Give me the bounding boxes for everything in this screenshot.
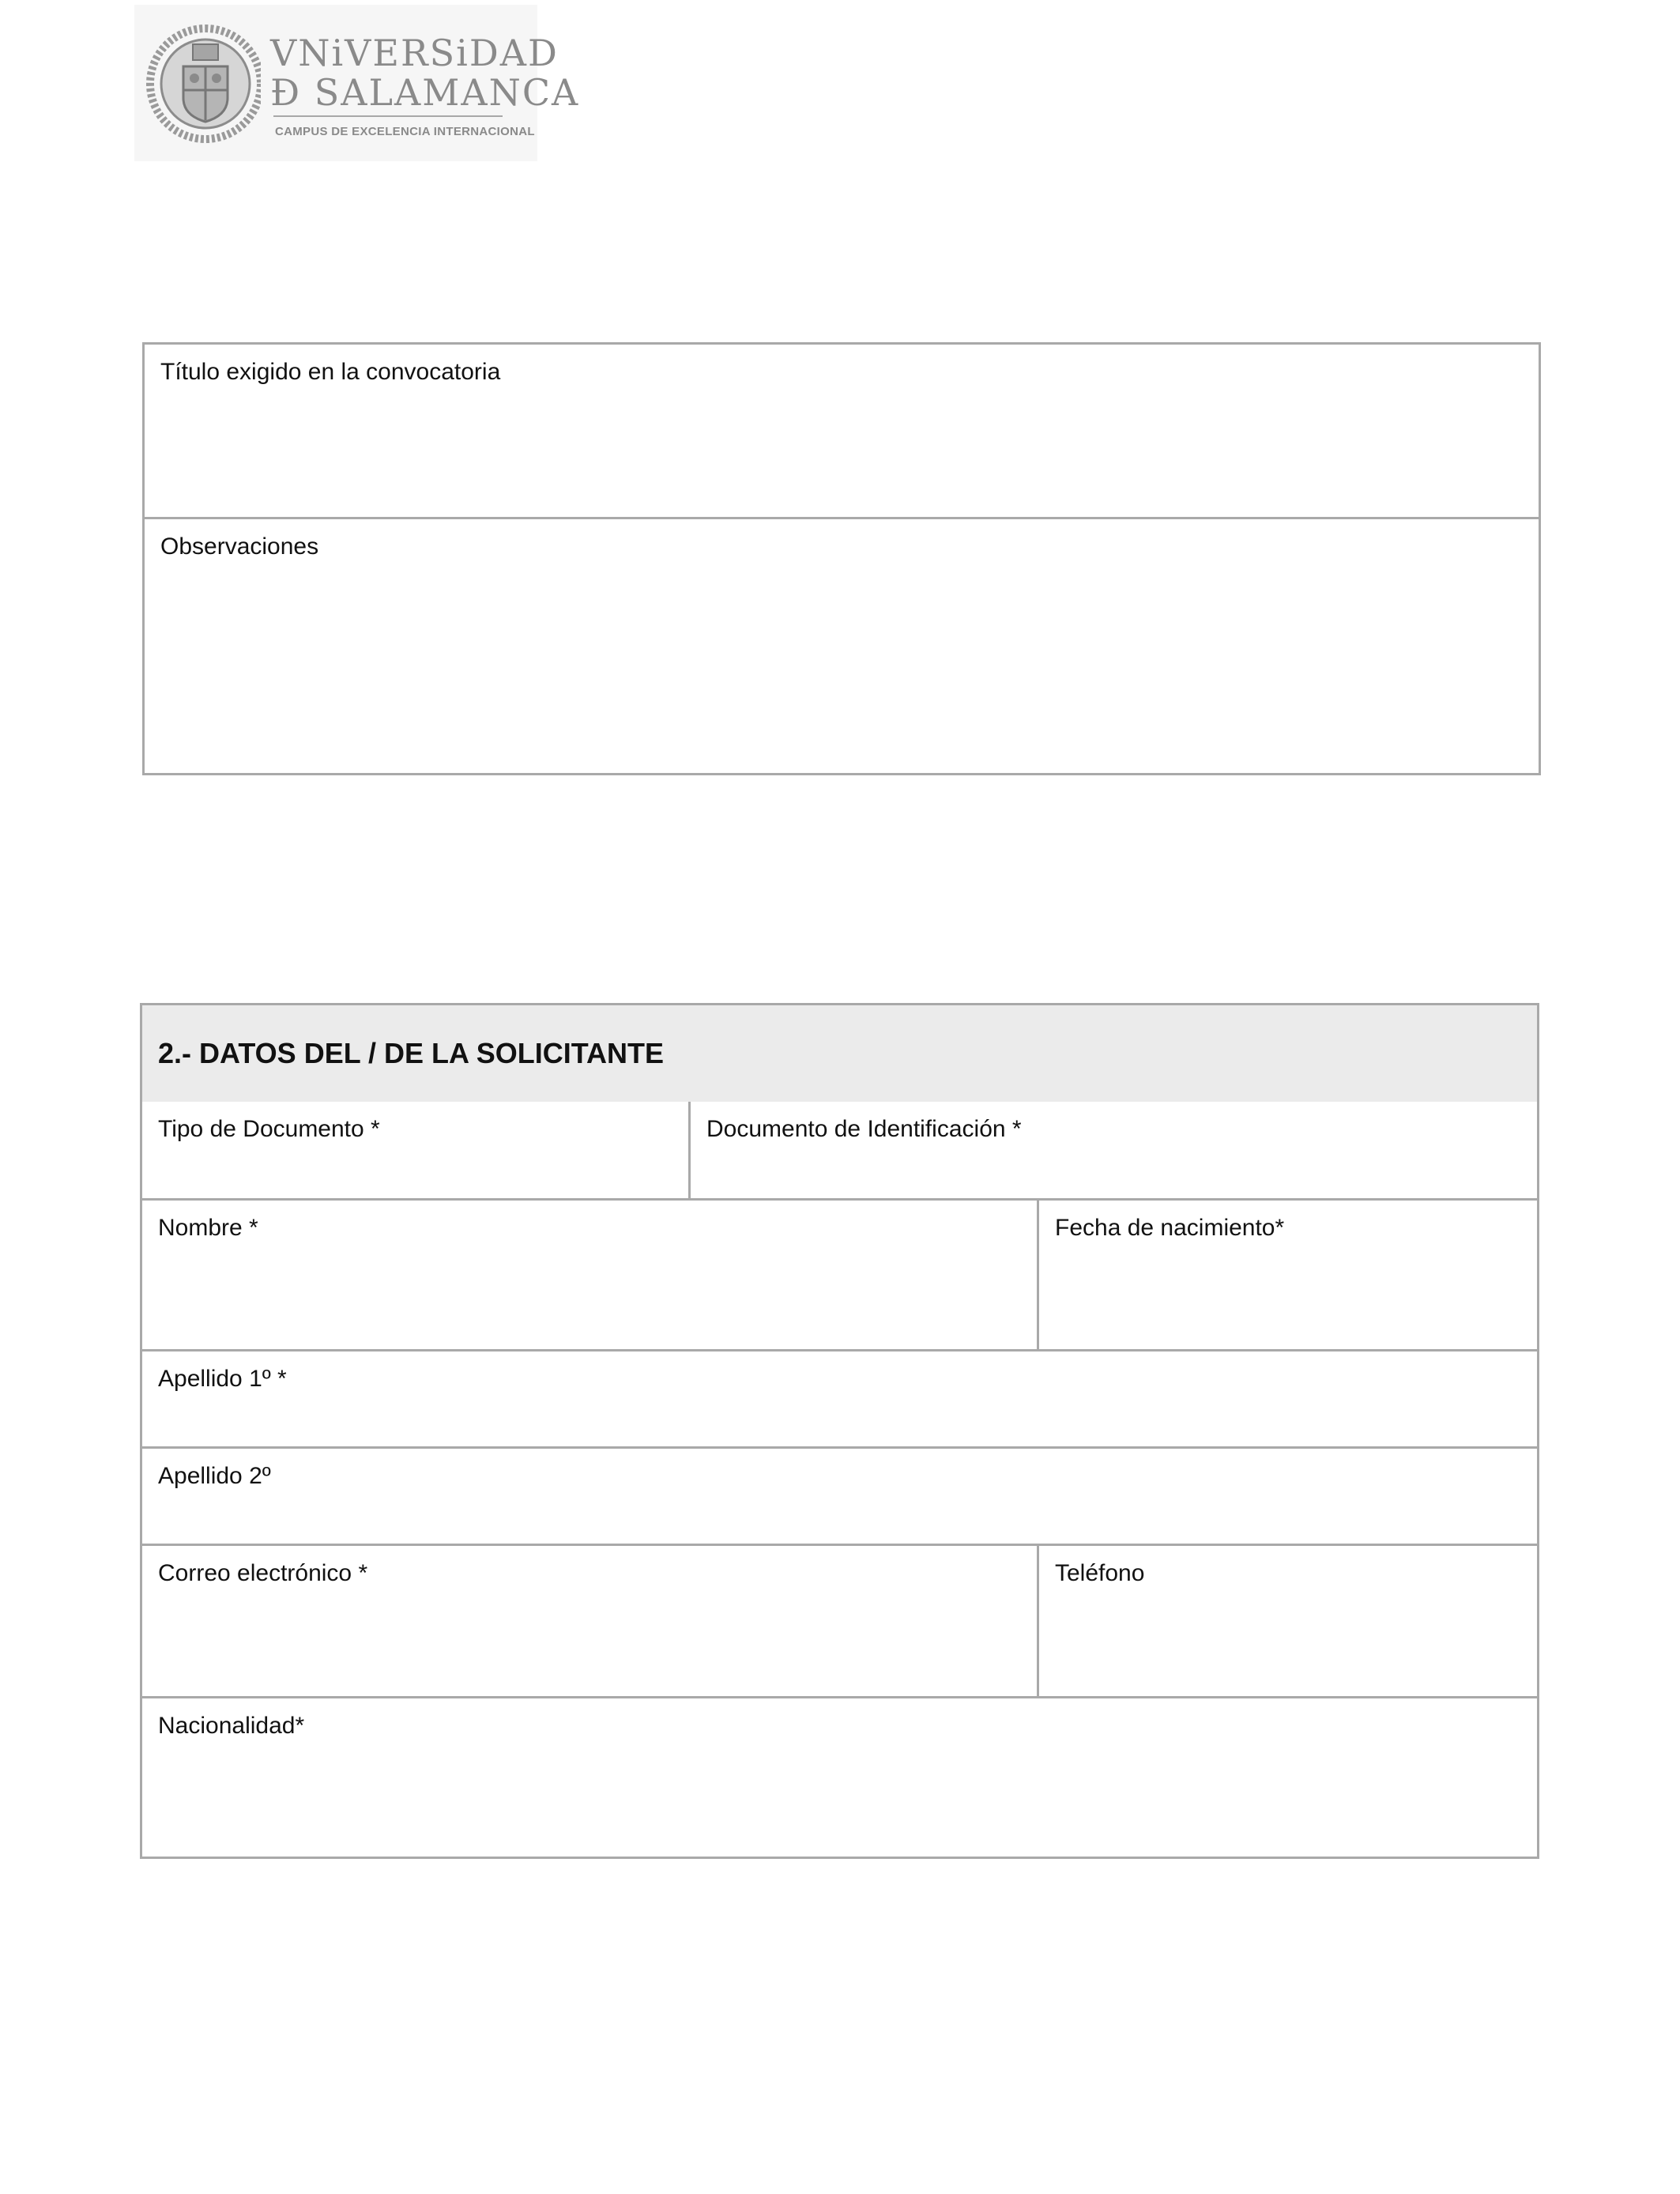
observaciones-field[interactable] xyxy=(145,519,1539,773)
nacionalidad-field[interactable] xyxy=(142,1698,1537,1857)
titulo-label: Título exigido en la convocatoria xyxy=(160,359,501,385)
section2-header xyxy=(142,1005,1537,1102)
apellido1-label: Apellido 1º * xyxy=(158,1366,287,1392)
documento-identificacion-label: Documento de Identificación * xyxy=(706,1116,1022,1142)
university-logo xyxy=(134,5,580,161)
correo-label: Correo electrónico * xyxy=(158,1560,368,1586)
telefono-label: Teléfono xyxy=(1055,1560,1145,1586)
logo-divider xyxy=(273,115,503,117)
telefono-field[interactable] xyxy=(1039,1546,1537,1696)
nombre-field[interactable] xyxy=(142,1201,1037,1349)
fecha-nacimiento-label: Fecha de nacimiento* xyxy=(1055,1215,1285,1241)
university-seal-icon xyxy=(134,5,261,147)
documento-identificacion-field[interactable] xyxy=(691,1102,1537,1198)
section2-title: 2.- DATOS DEL / DE LA SOLICITANTE xyxy=(158,1037,665,1069)
titulo-field[interactable] xyxy=(145,345,1539,517)
tipo-documento-label: Tipo de Documento * xyxy=(158,1116,380,1142)
section1-table xyxy=(142,342,1541,775)
logo-tagline: CAMPUS DE EXCELENCIA INTERNACIONAL xyxy=(275,125,535,138)
fecha-nacimiento-field[interactable] xyxy=(1039,1201,1537,1349)
apellido1-field[interactable] xyxy=(142,1351,1537,1446)
tipo-documento-field[interactable] xyxy=(142,1102,688,1198)
apellido2-label: Apellido 2º xyxy=(158,1463,271,1489)
logo-wordmark-line1: VNiVERSiDAD xyxy=(270,32,559,74)
apellido2-field[interactable] xyxy=(142,1449,1537,1544)
correo-field[interactable] xyxy=(142,1546,1037,1696)
section2-table xyxy=(140,1003,1539,1859)
observaciones-label: Observaciones xyxy=(160,533,319,560)
nacionalidad-label: Nacionalidad* xyxy=(158,1713,305,1739)
logo-wordmark-line2: Ð SALAMANCA xyxy=(270,71,580,114)
nombre-label: Nombre * xyxy=(158,1215,258,1241)
